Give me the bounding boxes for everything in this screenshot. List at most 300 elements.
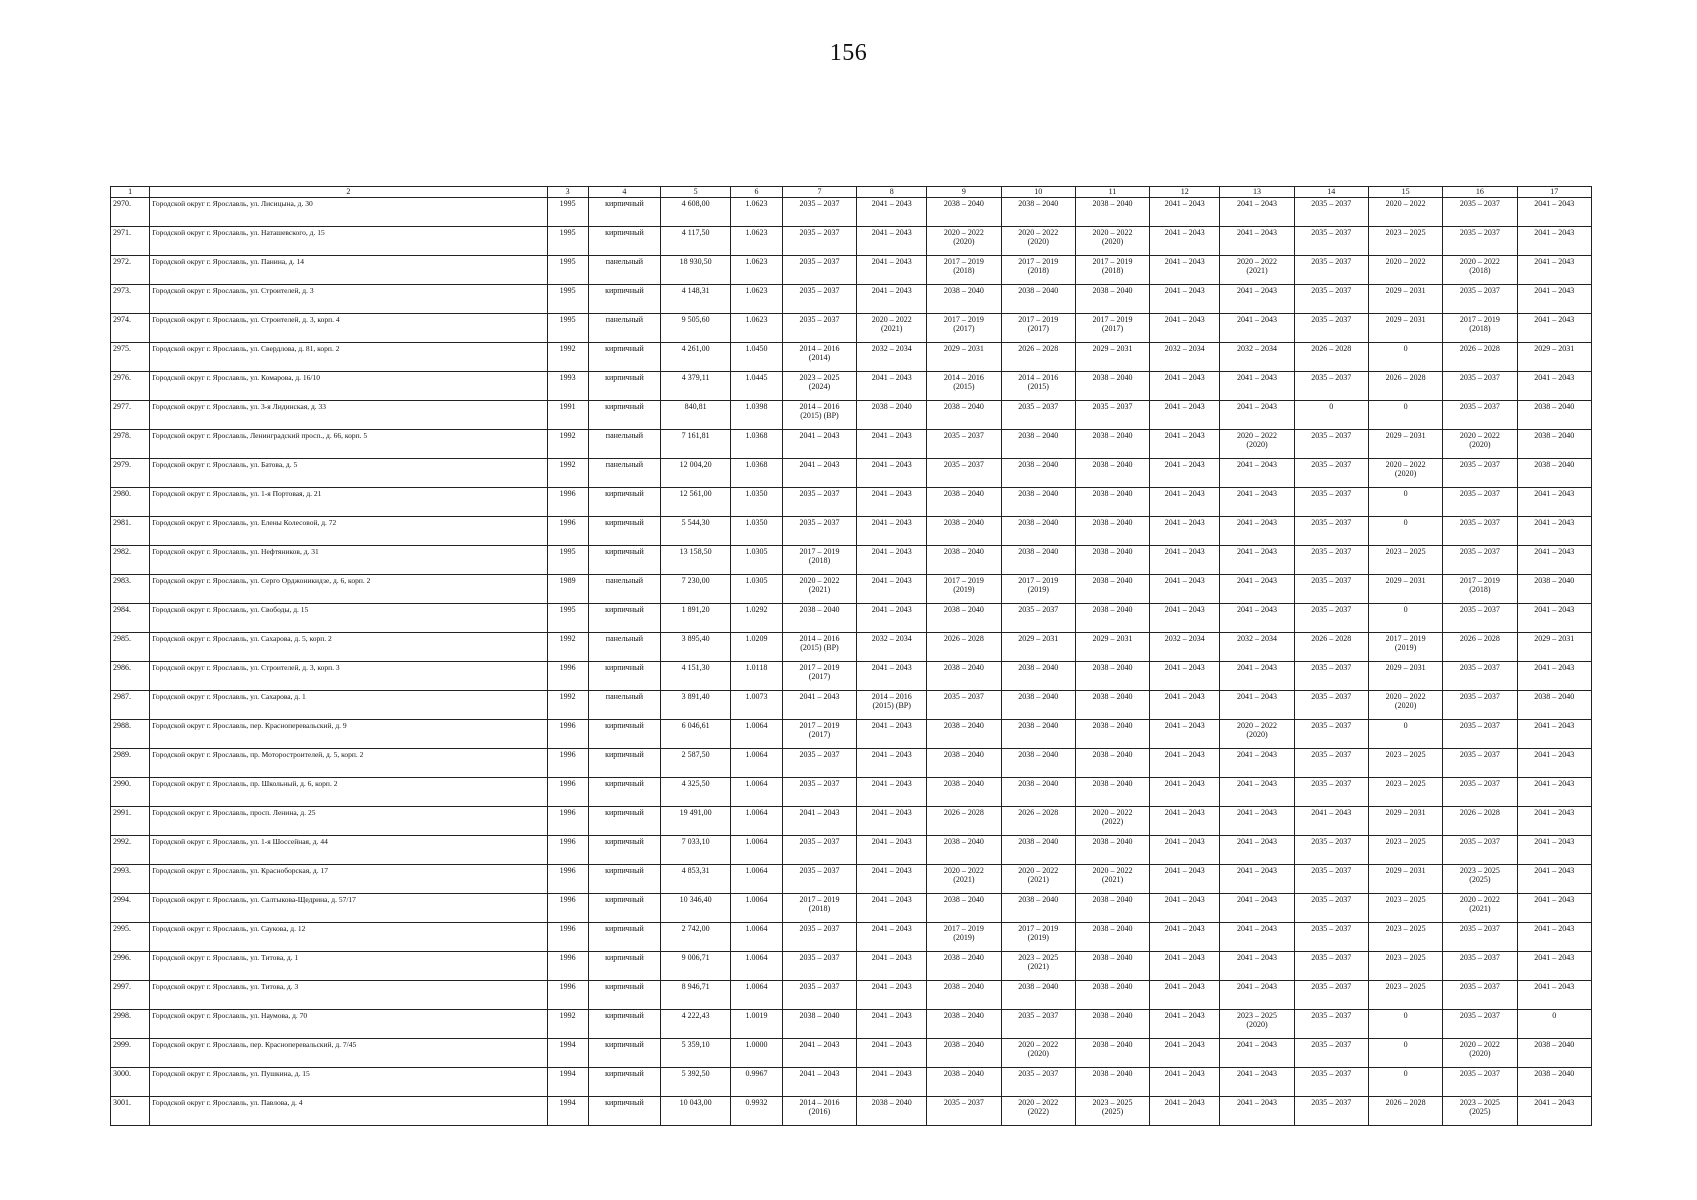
column-header-13: 13 bbox=[1220, 187, 1294, 198]
table-cell-col-3: 1996 bbox=[547, 517, 588, 546]
table-cell-col-1: 2981. bbox=[111, 517, 150, 546]
table-cell-col-15: 2023 – 2025 bbox=[1368, 836, 1442, 865]
table-cell-col-5: 5 544,30 bbox=[661, 517, 731, 546]
table-cell-col-3: 1994 bbox=[547, 1068, 588, 1097]
table-cell-col-16: 2035 – 2037 bbox=[1443, 952, 1517, 981]
table-cell-col-13: 2041 – 2043 bbox=[1220, 604, 1294, 633]
table-cell-col-16: 2035 – 2037 bbox=[1443, 981, 1517, 1010]
table-cell-col-15: 2023 – 2025 bbox=[1368, 546, 1442, 575]
table-cell-col-13: 2041 – 2043 bbox=[1220, 662, 1294, 691]
column-header-9: 9 bbox=[927, 187, 1001, 198]
table-cell-col-5: 1 891,20 bbox=[661, 604, 731, 633]
table-cell-col-2: Городской округ г. Ярославль, ул. Панина, д. 14 bbox=[150, 256, 547, 285]
table-cell-col-14: 0 bbox=[1294, 401, 1368, 430]
table-cell-col-9: 2035 – 2037 bbox=[927, 1097, 1001, 1126]
table-cell-col-9: 2020 – 2022 (2020) bbox=[927, 227, 1001, 256]
table-cell-col-8: 2041 – 2043 bbox=[857, 1010, 927, 1039]
table-cell-col-12: 2041 – 2043 bbox=[1150, 778, 1220, 807]
table-cell-col-4: панельный bbox=[588, 256, 660, 285]
table-cell-col-2: Городской округ г. Ярославль, просп. Ленина, д. 25 bbox=[150, 807, 547, 836]
header-row bbox=[111, 187, 1592, 198]
table-row bbox=[111, 198, 1592, 227]
table-cell-col-17: 2041 – 2043 bbox=[1517, 1097, 1591, 1126]
table-row bbox=[111, 546, 1592, 575]
table-cell-col-5: 18 930,50 bbox=[661, 256, 731, 285]
table-cell-col-2: Городской округ г. Ярославль, Ленинградский просп., д. 66, корп. 5 bbox=[150, 430, 547, 459]
table-cell-col-9: 2017 – 2019 (2017) bbox=[927, 314, 1001, 343]
table-cell-col-15: 0 bbox=[1368, 1068, 1442, 1097]
table-cell-col-14: 2035 – 2037 bbox=[1294, 285, 1368, 314]
table-cell-col-2: Городской округ г. Ярославль, пер. Красноперевальский, д. 7/45 bbox=[150, 1039, 547, 1068]
table-cell-col-3: 1995 bbox=[547, 198, 588, 227]
table-cell-col-6: 1.0064 bbox=[731, 894, 783, 923]
table-cell-col-2: Городской округ г. Ярославль, пр. Моторостроителей, д. 5, корп. 2 bbox=[150, 749, 547, 778]
table-cell-col-1: 2980. bbox=[111, 488, 150, 517]
table-cell-col-2: Городской округ г. Ярославль, ул. 1-я Портовая, д. 21 bbox=[150, 488, 547, 517]
table-cell-col-5: 2 742,00 bbox=[661, 923, 731, 952]
table-cell-col-12: 2041 – 2043 bbox=[1150, 575, 1220, 604]
table-cell-col-10: 2038 – 2040 bbox=[1001, 285, 1075, 314]
table-cell-col-12: 2041 – 2043 bbox=[1150, 981, 1220, 1010]
table-cell-col-13: 2041 – 2043 bbox=[1220, 894, 1294, 923]
table-cell-col-11: 2038 – 2040 bbox=[1075, 923, 1149, 952]
table-cell-col-5: 4 151,30 bbox=[661, 662, 731, 691]
table-cell-col-8: 2041 – 2043 bbox=[857, 923, 927, 952]
table-cell-col-13: 2041 – 2043 bbox=[1220, 517, 1294, 546]
table-cell-col-1: 2991. bbox=[111, 807, 150, 836]
table-cell-col-3: 1995 bbox=[547, 256, 588, 285]
table-cell-col-5: 4 608,00 bbox=[661, 198, 731, 227]
table-row bbox=[111, 720, 1592, 749]
table-row bbox=[111, 227, 1592, 256]
table-cell-col-11: 2017 – 2019 (2017) bbox=[1075, 314, 1149, 343]
table-cell-col-11: 2038 – 2040 bbox=[1075, 691, 1149, 720]
table-cell-col-14: 2035 – 2037 bbox=[1294, 865, 1368, 894]
table-row bbox=[111, 691, 1592, 720]
table-cell-col-6: 1.0000 bbox=[731, 1039, 783, 1068]
table-cell-col-10: 2038 – 2040 bbox=[1001, 198, 1075, 227]
table-cell-col-17: 2038 – 2040 bbox=[1517, 459, 1591, 488]
table-cell-col-2: Городской округ г. Ярославль, ул. Строителей, д. 3, корп. 3 bbox=[150, 662, 547, 691]
table-cell-col-8: 2014 – 2016 (2015) (ВР) bbox=[857, 691, 927, 720]
table-cell-col-7: 2035 – 2037 bbox=[782, 256, 856, 285]
table-cell-col-12: 2041 – 2043 bbox=[1150, 372, 1220, 401]
table-cell-col-1: 2977. bbox=[111, 401, 150, 430]
table-cell-col-11: 2020 – 2022 (2021) bbox=[1075, 865, 1149, 894]
table-row bbox=[111, 285, 1592, 314]
table-cell-col-14: 2035 – 2037 bbox=[1294, 691, 1368, 720]
table-cell-col-8: 2041 – 2043 bbox=[857, 459, 927, 488]
table-cell-col-17: 2038 – 2040 bbox=[1517, 1068, 1591, 1097]
table-cell-col-16: 2035 – 2037 bbox=[1443, 720, 1517, 749]
table-cell-col-4: кирпичный bbox=[588, 981, 660, 1010]
table-cell-col-16: 2035 – 2037 bbox=[1443, 778, 1517, 807]
table-cell-col-15: 0 bbox=[1368, 488, 1442, 517]
table-row bbox=[111, 662, 1592, 691]
table-cell-col-16: 2020 – 2022 (2020) bbox=[1443, 430, 1517, 459]
table-cell-col-16: 2020 – 2022 (2020) bbox=[1443, 1039, 1517, 1068]
table-cell-col-15: 2029 – 2031 bbox=[1368, 662, 1442, 691]
column-header-16: 16 bbox=[1443, 187, 1517, 198]
table-cell-col-3: 1994 bbox=[547, 1097, 588, 1126]
table-cell-col-10: 2038 – 2040 bbox=[1001, 778, 1075, 807]
table-cell-col-12: 2041 – 2043 bbox=[1150, 401, 1220, 430]
table-cell-col-1: 2971. bbox=[111, 227, 150, 256]
table-cell-col-4: кирпичный bbox=[588, 720, 660, 749]
table-cell-col-1: 2973. bbox=[111, 285, 150, 314]
table-cell-col-3: 1996 bbox=[547, 952, 588, 981]
table-cell-col-17: 2041 – 2043 bbox=[1517, 952, 1591, 981]
table-cell-col-12: 2041 – 2043 bbox=[1150, 1039, 1220, 1068]
table-cell-col-8: 2041 – 2043 bbox=[857, 894, 927, 923]
table-cell-col-12: 2041 – 2043 bbox=[1150, 459, 1220, 488]
table-cell-col-1: 2999. bbox=[111, 1039, 150, 1068]
table-cell-col-10: 2029 – 2031 bbox=[1001, 633, 1075, 662]
table-cell-col-5: 9 006,71 bbox=[661, 952, 731, 981]
table-cell-col-17: 2041 – 2043 bbox=[1517, 604, 1591, 633]
table-cell-col-11: 2038 – 2040 bbox=[1075, 285, 1149, 314]
table-row bbox=[111, 1097, 1592, 1126]
table-cell-col-16: 2035 – 2037 bbox=[1443, 459, 1517, 488]
table-cell-col-8: 2041 – 2043 bbox=[857, 575, 927, 604]
table-cell-col-14: 2035 – 2037 bbox=[1294, 836, 1368, 865]
table-cell-col-9: 2038 – 2040 bbox=[927, 488, 1001, 517]
table-cell-col-3: 1989 bbox=[547, 575, 588, 604]
table-cell-col-14: 2026 – 2028 bbox=[1294, 343, 1368, 372]
table-cell-col-11: 2029 – 2031 bbox=[1075, 343, 1149, 372]
table-cell-col-6: 1.0623 bbox=[731, 314, 783, 343]
table-cell-col-1: 2983. bbox=[111, 575, 150, 604]
table-cell-col-6: 1.0450 bbox=[731, 343, 783, 372]
table-cell-col-12: 2041 – 2043 bbox=[1150, 256, 1220, 285]
table-cell-col-3: 1996 bbox=[547, 749, 588, 778]
table-cell-col-9: 2038 – 2040 bbox=[927, 749, 1001, 778]
table-cell-col-7: 2035 – 2037 bbox=[782, 749, 856, 778]
table-cell-col-11: 2038 – 2040 bbox=[1075, 517, 1149, 546]
table-cell-col-15: 2029 – 2031 bbox=[1368, 430, 1442, 459]
table-cell-col-2: Городской округ г. Ярославль, ул. 3-я Лидинская, д. 33 bbox=[150, 401, 547, 430]
table-cell-col-14: 2035 – 2037 bbox=[1294, 1039, 1368, 1068]
table-cell-col-17: 2038 – 2040 bbox=[1517, 401, 1591, 430]
table-cell-col-14: 2035 – 2037 bbox=[1294, 227, 1368, 256]
table-cell-col-14: 2035 – 2037 bbox=[1294, 314, 1368, 343]
table-cell-col-13: 2041 – 2043 bbox=[1220, 1097, 1294, 1126]
table-cell-col-10: 2014 – 2016 (2015) bbox=[1001, 372, 1075, 401]
table-cell-col-11: 2038 – 2040 bbox=[1075, 1039, 1149, 1068]
table-cell-col-14: 2035 – 2037 bbox=[1294, 981, 1368, 1010]
table-cell-col-12: 2041 – 2043 bbox=[1150, 488, 1220, 517]
table-cell-col-16: 2035 – 2037 bbox=[1443, 546, 1517, 575]
table-cell-col-7: 2035 – 2037 bbox=[782, 517, 856, 546]
table-cell-col-12: 2041 – 2043 bbox=[1150, 604, 1220, 633]
table-cell-col-6: 1.0445 bbox=[731, 372, 783, 401]
table-cell-col-7: 2023 – 2025 (2024) bbox=[782, 372, 856, 401]
table-cell-col-5: 4 853,31 bbox=[661, 865, 731, 894]
table-cell-col-17: 2038 – 2040 bbox=[1517, 1039, 1591, 1068]
table-cell-col-10: 2035 – 2037 bbox=[1001, 401, 1075, 430]
table-cell-col-11: 2038 – 2040 bbox=[1075, 720, 1149, 749]
table-cell-col-3: 1995 bbox=[547, 227, 588, 256]
table-cell-col-10: 2038 – 2040 bbox=[1001, 430, 1075, 459]
table-cell-col-16: 2020 – 2022 (2021) bbox=[1443, 894, 1517, 923]
table-cell-col-13: 2041 – 2043 bbox=[1220, 778, 1294, 807]
table-cell-col-11: 2038 – 2040 bbox=[1075, 1068, 1149, 1097]
table-cell-col-8: 2041 – 2043 bbox=[857, 1039, 927, 1068]
table-row bbox=[111, 923, 1592, 952]
table-cell-col-16: 2035 – 2037 bbox=[1443, 517, 1517, 546]
table-cell-col-17: 2041 – 2043 bbox=[1517, 865, 1591, 894]
table-cell-col-17: 2041 – 2043 bbox=[1517, 314, 1591, 343]
table-cell-col-6: 1.0209 bbox=[731, 633, 783, 662]
table-cell-col-4: панельный bbox=[588, 459, 660, 488]
table-cell-col-7: 2035 – 2037 bbox=[782, 923, 856, 952]
table-cell-col-4: панельный bbox=[588, 430, 660, 459]
table-cell-col-5: 10 043,00 bbox=[661, 1097, 731, 1126]
table-cell-col-16: 2035 – 2037 bbox=[1443, 401, 1517, 430]
table-cell-col-10: 2017 – 2019 (2019) bbox=[1001, 575, 1075, 604]
table-cell-col-4: кирпичный bbox=[588, 343, 660, 372]
table-cell-col-9: 2038 – 2040 bbox=[927, 720, 1001, 749]
table-cell-col-13: 2041 – 2043 bbox=[1220, 749, 1294, 778]
table-cell-col-3: 1996 bbox=[547, 662, 588, 691]
table-cell-col-10: 2038 – 2040 bbox=[1001, 749, 1075, 778]
table-cell-col-17: 2041 – 2043 bbox=[1517, 372, 1591, 401]
table-cell-col-16: 2017 – 2019 (2018) bbox=[1443, 575, 1517, 604]
table-cell-col-14: 2035 – 2037 bbox=[1294, 256, 1368, 285]
table-cell-col-6: 1.0073 bbox=[731, 691, 783, 720]
table-cell-col-1: 2985. bbox=[111, 633, 150, 662]
table-cell-col-10: 2035 – 2037 bbox=[1001, 1010, 1075, 1039]
table-cell-col-5: 7 161,81 bbox=[661, 430, 731, 459]
table-cell-col-7: 2041 – 2043 bbox=[782, 691, 856, 720]
table-cell-col-8: 2041 – 2043 bbox=[857, 865, 927, 894]
table-row bbox=[111, 401, 1592, 430]
table-cell-col-11: 2038 – 2040 bbox=[1075, 778, 1149, 807]
table-cell-col-3: 1995 bbox=[547, 604, 588, 633]
table-cell-col-16: 2035 – 2037 bbox=[1443, 488, 1517, 517]
table-cell-col-11: 2038 – 2040 bbox=[1075, 749, 1149, 778]
table-cell-col-1: 2989. bbox=[111, 749, 150, 778]
table-cell-col-2: Городской округ г. Ярославль, пер. Красноперевальский, д. 9 bbox=[150, 720, 547, 749]
table-cell-col-15: 2029 – 2031 bbox=[1368, 285, 1442, 314]
table-cell-col-5: 4 117,50 bbox=[661, 227, 731, 256]
column-header-3: 3 bbox=[547, 187, 588, 198]
table-cell-col-14: 2026 – 2028 bbox=[1294, 633, 1368, 662]
table-cell-col-10: 2038 – 2040 bbox=[1001, 488, 1075, 517]
table-cell-col-4: кирпичный bbox=[588, 285, 660, 314]
table-cell-col-12: 2041 – 2043 bbox=[1150, 546, 1220, 575]
column-header-17: 17 bbox=[1517, 187, 1591, 198]
table-cell-col-11: 2038 – 2040 bbox=[1075, 459, 1149, 488]
table-cell-col-4: панельный bbox=[588, 691, 660, 720]
table-cell-col-4: кирпичный bbox=[588, 372, 660, 401]
table-row bbox=[111, 459, 1592, 488]
table-cell-col-7: 2041 – 2043 bbox=[782, 807, 856, 836]
table-cell-col-14: 2035 – 2037 bbox=[1294, 430, 1368, 459]
table-cell-col-13: 2041 – 2043 bbox=[1220, 1068, 1294, 1097]
table-cell-col-6: 1.0064 bbox=[731, 952, 783, 981]
table-cell-col-9: 2038 – 2040 bbox=[927, 894, 1001, 923]
table-cell-col-13: 2041 – 2043 bbox=[1220, 923, 1294, 952]
table-cell-col-7: 2014 – 2016 (2014) bbox=[782, 343, 856, 372]
table-cell-col-4: кирпичный bbox=[588, 401, 660, 430]
table-cell-col-2: Городской округ г. Ярославль, ул. Строителей, д. 3, корп. 4 bbox=[150, 314, 547, 343]
table-cell-col-12: 2041 – 2043 bbox=[1150, 285, 1220, 314]
table-cell-col-9: 2026 – 2028 bbox=[927, 807, 1001, 836]
table-cell-col-16: 2035 – 2037 bbox=[1443, 198, 1517, 227]
table-cell-col-17: 2041 – 2043 bbox=[1517, 720, 1591, 749]
table-cell-col-14: 2035 – 2037 bbox=[1294, 1097, 1368, 1126]
table-cell-col-5: 840,81 bbox=[661, 401, 731, 430]
table-cell-col-13: 2041 – 2043 bbox=[1220, 1039, 1294, 1068]
table-cell-col-1: 2988. bbox=[111, 720, 150, 749]
table-cell-col-17: 2041 – 2043 bbox=[1517, 807, 1591, 836]
table-cell-col-6: 1.0350 bbox=[731, 488, 783, 517]
table-cell-col-15: 2023 – 2025 bbox=[1368, 923, 1442, 952]
table-cell-col-9: 2038 – 2040 bbox=[927, 1068, 1001, 1097]
table-cell-col-3: 1996 bbox=[547, 720, 588, 749]
column-header-8: 8 bbox=[857, 187, 927, 198]
column-header-2: 2 bbox=[150, 187, 547, 198]
table-cell-col-3: 1996 bbox=[547, 807, 588, 836]
table-cell-col-2: Городской округ г. Ярославль, ул. Красноборская, д. 17 bbox=[150, 865, 547, 894]
table-cell-col-15: 2023 – 2025 bbox=[1368, 981, 1442, 1010]
table-cell-col-7: 2041 – 2043 bbox=[782, 1068, 856, 1097]
table-cell-col-9: 2038 – 2040 bbox=[927, 517, 1001, 546]
table-cell-col-3: 1996 bbox=[547, 488, 588, 517]
table-cell-col-11: 2038 – 2040 bbox=[1075, 1010, 1149, 1039]
table-cell-col-14: 2035 – 2037 bbox=[1294, 488, 1368, 517]
table-cell-col-10: 2038 – 2040 bbox=[1001, 459, 1075, 488]
table-cell-col-4: кирпичный bbox=[588, 952, 660, 981]
table-cell-col-6: 1.0368 bbox=[731, 430, 783, 459]
table-cell-col-17: 2041 – 2043 bbox=[1517, 546, 1591, 575]
table-cell-col-15: 2023 – 2025 bbox=[1368, 227, 1442, 256]
table-cell-col-6: 1.0118 bbox=[731, 662, 783, 691]
table-cell-col-5: 8 946,71 bbox=[661, 981, 731, 1010]
table-cell-col-15: 2017 – 2019 (2019) bbox=[1368, 633, 1442, 662]
table-cell-col-7: 2017 – 2019 (2017) bbox=[782, 662, 856, 691]
table-cell-col-9: 2038 – 2040 bbox=[927, 778, 1001, 807]
table-cell-col-10: 2017 – 2019 (2019) bbox=[1001, 923, 1075, 952]
table-row bbox=[111, 343, 1592, 372]
table-cell-col-11: 2038 – 2040 bbox=[1075, 604, 1149, 633]
table-cell-col-5: 12 004,20 bbox=[661, 459, 731, 488]
table-cell-col-9: 2038 – 2040 bbox=[927, 198, 1001, 227]
table-cell-col-14: 2041 – 2043 bbox=[1294, 807, 1368, 836]
column-header-7: 7 bbox=[782, 187, 856, 198]
table-cell-col-17: 2041 – 2043 bbox=[1517, 923, 1591, 952]
table-cell-col-4: кирпичный bbox=[588, 662, 660, 691]
table-cell-col-15: 2023 – 2025 bbox=[1368, 749, 1442, 778]
table-cell-col-12: 2041 – 2043 bbox=[1150, 836, 1220, 865]
table-header bbox=[111, 187, 1592, 198]
table-cell-col-5: 7 033,10 bbox=[661, 836, 731, 865]
table-cell-col-11: 2038 – 2040 bbox=[1075, 575, 1149, 604]
table-cell-col-1: 2986. bbox=[111, 662, 150, 691]
table-cell-col-4: кирпичный bbox=[588, 749, 660, 778]
table-cell-col-3: 1996 bbox=[547, 836, 588, 865]
table-cell-col-12: 2041 – 2043 bbox=[1150, 227, 1220, 256]
table-cell-col-8: 2041 – 2043 bbox=[857, 285, 927, 314]
table-cell-col-1: 2998. bbox=[111, 1010, 150, 1039]
table-cell-col-7: 2017 – 2019 (2017) bbox=[782, 720, 856, 749]
table-cell-col-4: кирпичный bbox=[588, 836, 660, 865]
table-cell-col-1: 2987. bbox=[111, 691, 150, 720]
column-header-11: 11 bbox=[1075, 187, 1149, 198]
table-cell-col-1: 2993. bbox=[111, 865, 150, 894]
table-cell-col-5: 6 046,61 bbox=[661, 720, 731, 749]
table-cell-col-7: 2014 – 2016 (2015) (ВР) bbox=[782, 401, 856, 430]
table-body bbox=[111, 198, 1592, 1126]
table-cell-col-17: 2041 – 2043 bbox=[1517, 285, 1591, 314]
table-cell-col-7: 2035 – 2037 bbox=[782, 952, 856, 981]
table-row bbox=[111, 1068, 1592, 1097]
table-cell-col-10: 2038 – 2040 bbox=[1001, 662, 1075, 691]
table-cell-col-5: 3 891,40 bbox=[661, 691, 731, 720]
table-cell-col-13: 2041 – 2043 bbox=[1220, 198, 1294, 227]
table-cell-col-16: 2026 – 2028 bbox=[1443, 343, 1517, 372]
table-cell-col-16: 2017 – 2019 (2018) bbox=[1443, 314, 1517, 343]
table-cell-col-9: 2038 – 2040 bbox=[927, 662, 1001, 691]
table-cell-col-1: 3001. bbox=[111, 1097, 150, 1126]
table-cell-col-15: 0 bbox=[1368, 401, 1442, 430]
table-cell-col-8: 2041 – 2043 bbox=[857, 662, 927, 691]
table-cell-col-11: 2020 – 2022 (2022) bbox=[1075, 807, 1149, 836]
table-cell-col-14: 2035 – 2037 bbox=[1294, 720, 1368, 749]
table-cell-col-9: 2026 – 2028 bbox=[927, 633, 1001, 662]
table-cell-col-17: 2041 – 2043 bbox=[1517, 198, 1591, 227]
table-cell-col-12: 2041 – 2043 bbox=[1150, 807, 1220, 836]
table-cell-col-10: 2038 – 2040 bbox=[1001, 894, 1075, 923]
table-cell-col-7: 2041 – 2043 bbox=[782, 459, 856, 488]
table-cell-col-13: 2020 – 2022 (2020) bbox=[1220, 430, 1294, 459]
table-cell-col-9: 2038 – 2040 bbox=[927, 546, 1001, 575]
table-cell-col-8: 2041 – 2043 bbox=[857, 430, 927, 459]
table-cell-col-4: панельный bbox=[588, 575, 660, 604]
table-cell-col-8: 2041 – 2043 bbox=[857, 488, 927, 517]
table-cell-col-3: 1996 bbox=[547, 778, 588, 807]
table-cell-col-17: 0 bbox=[1517, 1010, 1591, 1039]
table-cell-col-9: 2017 – 2019 (2018) bbox=[927, 256, 1001, 285]
page-number: 156 bbox=[829, 40, 868, 66]
table-cell-col-16: 2035 – 2037 bbox=[1443, 604, 1517, 633]
table-cell-col-4: кирпичный bbox=[588, 778, 660, 807]
table-cell-col-3: 1991 bbox=[547, 401, 588, 430]
table-row bbox=[111, 372, 1592, 401]
table-cell-col-5: 4 379,11 bbox=[661, 372, 731, 401]
table-cell-col-17: 2041 – 2043 bbox=[1517, 981, 1591, 1010]
column-header-12: 12 bbox=[1150, 187, 1220, 198]
table-cell-col-8: 2041 – 2043 bbox=[857, 807, 927, 836]
table-cell-col-3: 1996 bbox=[547, 923, 588, 952]
table-row bbox=[111, 1039, 1592, 1068]
table-cell-col-15: 2020 – 2022 bbox=[1368, 256, 1442, 285]
table-cell-col-10: 2026 – 2028 bbox=[1001, 343, 1075, 372]
table-cell-col-6: 1.0064 bbox=[731, 778, 783, 807]
table-cell-col-7: 2014 – 2016 (2016) bbox=[782, 1097, 856, 1126]
table-cell-col-2: Городской округ г. Ярославль, ул. Нефтяников, д. 31 bbox=[150, 546, 547, 575]
table-cell-col-3: 1992 bbox=[547, 633, 588, 662]
table-cell-col-8: 2032 – 2034 bbox=[857, 633, 927, 662]
table-cell-col-10: 2020 – 2022 (2020) bbox=[1001, 227, 1075, 256]
table-cell-col-15: 2029 – 2031 bbox=[1368, 807, 1442, 836]
table-cell-col-7: 2035 – 2037 bbox=[782, 314, 856, 343]
table-cell-col-3: 1992 bbox=[547, 343, 588, 372]
table-cell-col-2: Городской округ г. Ярославль, ул. Комарова, д. 16/10 bbox=[150, 372, 547, 401]
table-row bbox=[111, 1010, 1592, 1039]
table-cell-col-7: 2035 – 2037 bbox=[782, 981, 856, 1010]
